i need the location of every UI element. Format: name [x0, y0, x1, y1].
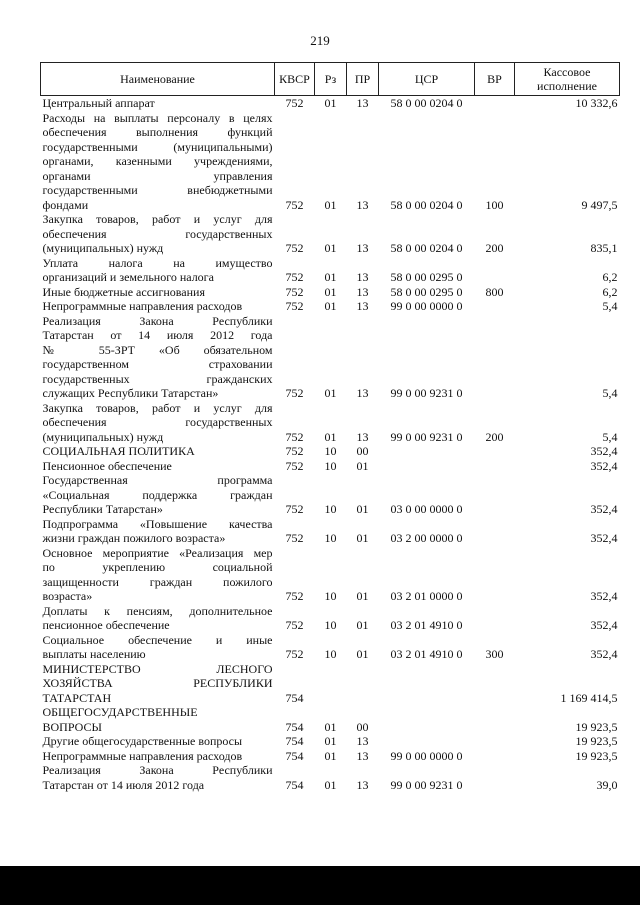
row-amount: 352,4	[590, 502, 618, 516]
row-kvsr: 752	[285, 197, 304, 212]
row-rz: 01	[324, 777, 337, 792]
row-amount: 19 923,5	[575, 734, 618, 748]
table-row	[41, 459, 620, 474]
row-pr: 01	[356, 458, 369, 473]
row-name	[41, 285, 275, 300]
row-csr: 99 0 00 0000 0	[390, 748, 463, 763]
row-name	[41, 749, 275, 764]
header-csr: ЦСР	[379, 63, 475, 96]
table-row	[41, 285, 620, 300]
table-row	[41, 734, 620, 749]
row-csr: 58 0 00 0295 0	[390, 284, 463, 299]
row-kvsr: 752	[285, 444, 304, 458]
row-kvsr: 752	[285, 96, 304, 110]
row-rz: 01	[324, 96, 337, 110]
row-rz: 01	[324, 734, 337, 748]
row-name-line: (муниципальных) нужд	[42, 429, 164, 444]
row-vr	[475, 734, 515, 749]
row-csr	[379, 705, 475, 734]
row-rz	[315, 662, 347, 706]
table-row	[41, 604, 620, 633]
row-csr: 58 0 00 0204 0	[390, 96, 463, 110]
row-vr	[475, 546, 515, 604]
row-rz: 01	[324, 299, 337, 313]
row-amount: 5,4	[602, 386, 618, 400]
row-kvsr: 752	[285, 502, 304, 516]
row-amount: 10 332,6	[575, 96, 618, 110]
row-name	[41, 705, 275, 734]
row-pr: 13	[356, 734, 369, 748]
table-row	[41, 314, 620, 401]
row-pr: 00	[356, 719, 369, 734]
row-rz: 10	[324, 458, 337, 473]
row-rz: 01	[324, 197, 337, 212]
row-vr: 200	[485, 429, 504, 444]
row-vr	[475, 749, 515, 764]
row-csr: 03 0 00 0000 0	[390, 502, 463, 516]
row-name	[41, 299, 275, 314]
row-pr: 01	[356, 502, 369, 516]
row-name	[41, 96, 275, 111]
row-rz: 10	[324, 444, 337, 458]
row-pr: 13	[356, 429, 369, 444]
row-rz: 10	[324, 647, 337, 661]
row-csr: 58 0 00 0204 0	[390, 241, 463, 255]
row-kvsr: 754	[285, 690, 304, 705]
row-csr: 58 0 00 0204 0	[390, 197, 463, 212]
row-amount: 352,4	[590, 444, 618, 458]
row-kvsr: 752	[285, 270, 304, 284]
row-name-line: органами управления	[42, 168, 273, 183]
table-row	[41, 517, 620, 546]
row-name-line: Государственная программа	[42, 473, 273, 487]
header-vr: ВР	[475, 63, 515, 96]
row-rz: 01	[324, 241, 337, 255]
row-amount: 19 923,5	[575, 748, 618, 763]
row-vr	[475, 662, 515, 706]
table-row	[41, 633, 620, 662]
row-csr: 99 0 00 0000 0	[390, 299, 463, 313]
row-name	[41, 212, 275, 256]
row-name-line: жизни граждан пожилого возраста»	[42, 531, 226, 545]
row-csr: 03 2 01 4910 0	[390, 618, 463, 632]
row-name-line: № 55-ЗРТ «Об обязательном	[42, 342, 273, 357]
row-name	[41, 517, 275, 546]
row-pr: 13	[356, 284, 369, 299]
row-amount: 6,2	[602, 284, 618, 299]
row-vr	[475, 444, 515, 459]
table-row	[41, 111, 620, 213]
row-name-line: служащих Республики Татарстан»	[42, 386, 219, 400]
table-row	[41, 546, 620, 604]
row-name-line: СОЦИАЛЬНАЯ ПОЛИТИКА	[42, 444, 195, 458]
row-csr: 03 2 01 4910 0	[390, 647, 463, 661]
row-rz: 01	[324, 284, 337, 299]
row-name-line: государственными (муниципальными)	[42, 139, 273, 154]
row-pr: 13	[356, 386, 369, 400]
row-pr: 01	[356, 647, 369, 661]
row-vr	[475, 604, 515, 633]
row-csr	[379, 444, 475, 459]
row-rz: 01	[324, 429, 337, 444]
row-name-line: Реализация Закона Республики	[42, 313, 273, 328]
row-name-line: государственном страховании	[42, 357, 273, 371]
row-name-line: Непрограммные направления расходов	[42, 748, 243, 763]
row-name	[41, 314, 275, 401]
row-name-line: Уплата налога на имущество	[42, 255, 273, 270]
budget-execution-table	[40, 62, 620, 792]
row-rz: 10	[324, 589, 337, 603]
row-vr	[475, 705, 515, 734]
row-pr: 00	[356, 444, 369, 458]
row-name-line: Татарстан от 14 июля 2012 года	[42, 328, 273, 342]
row-name-line: Социальное обеспечение и иные	[42, 632, 273, 647]
row-kvsr: 754	[285, 748, 304, 763]
scan-border-bar	[0, 866, 640, 905]
table-row	[41, 662, 620, 706]
table-row	[41, 763, 620, 792]
row-name	[41, 604, 275, 633]
row-name-line: Расходы на выплаты персоналу в целях	[42, 110, 273, 125]
row-name-line: ХОЗЯЙСТВА РЕСПУБЛИКИ	[42, 676, 273, 690]
row-name	[41, 459, 275, 474]
row-kvsr: 752	[285, 618, 304, 632]
row-name-line: государственных гражданских	[42, 371, 273, 386]
row-name-line: фондами	[42, 197, 89, 212]
row-amount: 835,1	[590, 241, 618, 255]
page-number: 219	[310, 33, 330, 48]
row-amount: 6,2	[602, 270, 618, 284]
row-pr: 13	[356, 96, 369, 110]
row-kvsr: 752	[285, 241, 304, 255]
row-amount: 9 497,5	[581, 197, 618, 212]
row-vr: 100	[485, 197, 504, 212]
row-name-line: Закупка товаров, работ и услуг для	[42, 212, 273, 226]
row-kvsr: 754	[285, 734, 304, 748]
row-amount: 352,4	[590, 531, 618, 545]
row-name-line: Татарстан от 14 июля 2012 года	[42, 777, 205, 792]
table-body	[41, 96, 620, 793]
row-pr: 01	[356, 618, 369, 632]
row-name-line: Основное мероприятие «Реализация мер	[42, 545, 273, 560]
row-pr: 13	[356, 197, 369, 212]
row-name-line: государственными внебюджетными	[42, 183, 273, 197]
row-name-line: Республики Татарстан»	[42, 502, 163, 516]
row-name-line: Подпрограмма «Повышение качества	[42, 516, 273, 531]
row-pr: 13	[356, 241, 369, 255]
row-amount: 5,4	[602, 299, 618, 313]
header-kvsr: КВСР	[275, 63, 315, 96]
row-csr	[379, 459, 475, 474]
row-name-line: обеспечения государственных	[42, 226, 273, 241]
row-amount: 352,4	[590, 589, 618, 603]
header-cash-execution: Кассовое исполнение	[515, 63, 620, 96]
row-vr: 300	[485, 647, 504, 661]
row-name-line: организаций и земельного налога	[42, 270, 214, 284]
row-name	[41, 256, 275, 285]
row-rz: 10	[324, 531, 337, 545]
row-csr: 58 0 00 0295 0	[390, 270, 463, 284]
row-name-line: Центральный аппарат	[42, 96, 155, 110]
row-kvsr: 752	[285, 589, 304, 603]
row-name-line: Реализация Закона Республики	[42, 763, 273, 777]
row-vr	[475, 299, 515, 314]
header-pr: ПР	[347, 63, 379, 96]
row-kvsr: 754	[285, 777, 304, 792]
row-name	[41, 662, 275, 706]
row-name-line: возраста»	[42, 589, 93, 603]
row-name	[41, 444, 275, 459]
table-row	[41, 401, 620, 445]
table-row	[41, 749, 620, 764]
row-name-line: ТАТАРСТАН	[42, 690, 112, 705]
row-csr	[379, 734, 475, 749]
row-amount: 19 923,5	[575, 719, 618, 734]
row-rz: 01	[324, 748, 337, 763]
row-vr: 200	[485, 241, 504, 255]
row-name-line: обеспечения выполнения функций	[42, 125, 273, 139]
row-name-line: защищенности граждан пожилого	[42, 574, 273, 589]
header-name: Наименование	[41, 63, 275, 96]
row-name-line: органами, казенными учреждениями,	[42, 154, 273, 168]
row-amount: 352,4	[590, 647, 618, 661]
row-rz: 01	[324, 270, 337, 284]
row-name	[41, 401, 275, 445]
row-kvsr: 752	[285, 531, 304, 545]
row-name	[41, 546, 275, 604]
row-rz: 10	[324, 502, 337, 516]
row-name-line: МИНИСТЕРСТВО ЛЕСНОГО	[42, 661, 273, 676]
row-name-line: Доплаты к пенсиям, дополнительное	[42, 603, 273, 618]
row-amount: 352,4	[590, 458, 618, 473]
row-csr: 03 2 01 0000 0	[390, 589, 463, 603]
row-pr	[347, 662, 379, 706]
row-name-line: по укреплению социальной	[42, 560, 273, 574]
row-name-line: Другие общегосударственные вопросы	[42, 734, 243, 748]
table-row	[41, 212, 620, 256]
row-kvsr: 752	[285, 429, 304, 444]
table-row	[41, 444, 620, 459]
row-pr: 13	[356, 299, 369, 313]
row-amount: 5,4	[602, 429, 618, 444]
row-kvsr: 752	[285, 458, 304, 473]
row-name-line: ВОПРОСЫ	[42, 719, 102, 734]
row-name	[41, 111, 275, 213]
row-name	[41, 734, 275, 749]
row-kvsr: 752	[285, 647, 304, 661]
row-vr	[475, 96, 515, 111]
row-vr	[475, 459, 515, 474]
row-kvsr: 752	[285, 299, 304, 313]
row-name-line: выплаты населению	[42, 647, 146, 661]
row-amount: 39,0	[596, 777, 618, 792]
row-csr: 03 2 00 0000 0	[390, 531, 463, 545]
row-csr: 99 0 00 9231 0	[390, 777, 463, 792]
table-row	[41, 256, 620, 285]
row-pr: 13	[356, 777, 369, 792]
table-row	[41, 299, 620, 314]
table-row	[41, 473, 620, 517]
table-header-row	[41, 63, 620, 96]
row-name-line: Иные бюджетные ассигнования	[42, 284, 205, 299]
row-rz: 01	[324, 386, 337, 400]
row-csr: 99 0 00 9231 0	[390, 429, 463, 444]
row-name-line: пенсионное обеспечение	[42, 618, 170, 632]
row-vr	[475, 473, 515, 517]
header-rz: Рз	[315, 63, 347, 96]
row-pr: 13	[356, 748, 369, 763]
row-rz: 01	[324, 719, 337, 734]
row-name-line: Непрограммные направления расходов	[42, 299, 243, 313]
row-pr: 01	[356, 531, 369, 545]
row-name-line: ОБЩЕГОСУДАРСТВЕННЫЕ	[42, 705, 198, 719]
row-vr	[475, 314, 515, 401]
row-vr	[475, 763, 515, 792]
row-vr: 800	[485, 284, 504, 299]
row-name-line: (муниципальных) нужд	[42, 241, 164, 255]
row-name-line: «Социальная поддержка граждан	[42, 487, 273, 502]
row-rz: 10	[324, 618, 337, 632]
row-name	[41, 473, 275, 517]
row-vr	[475, 517, 515, 546]
row-name-line: обеспечения государственных	[42, 415, 273, 429]
row-amount: 1 169 414,5	[560, 690, 618, 705]
row-name-line: Закупка товаров, работ и услуг для	[42, 400, 273, 415]
row-pr: 01	[356, 589, 369, 603]
row-kvsr: 752	[285, 284, 304, 299]
row-amount: 352,4	[590, 618, 618, 632]
row-pr: 13	[356, 270, 369, 284]
row-name	[41, 763, 275, 792]
table-row	[41, 96, 620, 111]
row-vr	[475, 256, 515, 285]
row-name-line: Пенсионное обеспечение	[42, 458, 172, 473]
row-csr: 99 0 00 9231 0	[390, 386, 463, 400]
row-kvsr: 754	[285, 719, 304, 734]
row-name	[41, 633, 275, 662]
row-csr	[379, 662, 475, 706]
table-row	[41, 705, 620, 734]
row-kvsr: 752	[285, 386, 304, 400]
